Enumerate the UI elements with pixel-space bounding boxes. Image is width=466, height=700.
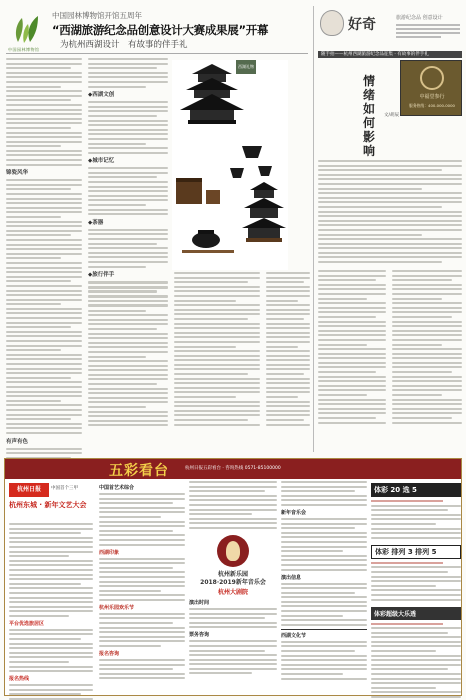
left-section-heading: 有声有色	[6, 438, 29, 445]
bottom-col-1-heading: 报名咨询	[99, 651, 120, 658]
bottom-ad-section	[4, 458, 462, 696]
header-rule	[6, 53, 308, 54]
bottom-left-subheading: 平台优选旅居区	[9, 620, 45, 627]
feature-badge	[236, 60, 256, 74]
ad-seal-icon	[420, 66, 444, 90]
concert-title: 杭州新乐园 2018·2019新年音乐会	[200, 570, 266, 586]
column-tag: 旅游纪念品 创意设计	[396, 15, 443, 21]
bottom-col-3-heading: 新年音乐会	[281, 509, 307, 516]
title-char: 影	[362, 130, 375, 144]
middle-section-heading: ◆城市记忆	[88, 158, 115, 165]
column-intro	[396, 24, 460, 40]
middle-section-heading: ◆旅行伴手	[88, 272, 115, 279]
bottom-col-1	[99, 481, 185, 693]
bottom-left-subheading: 报名热线	[9, 676, 30, 683]
subheadline: 为杭州西湖设计 有故事的伴手礼	[60, 40, 188, 50]
right-article-body-left	[318, 270, 386, 450]
column-portrait-icon	[320, 10, 344, 36]
bottom-left-logo: 杭州日报	[9, 483, 49, 497]
title-char: 响	[362, 144, 375, 158]
headline-kicker: 中国园林博物馆开馆五周年	[52, 11, 142, 20]
bottom-col-3-heading: 西湖文化节	[281, 629, 367, 639]
bottom-col-1-heading: 中国首艺术综合	[99, 485, 135, 491]
title-char: 绪	[362, 88, 375, 102]
bottom-col-1-heading: 西湖印象	[99, 549, 120, 556]
bottom-left-tag: 中国首个三甲	[51, 486, 78, 491]
bottom-left-title: 杭州东城 · 新年文艺大会	[9, 501, 87, 509]
bottom-col-2-heading: 演出时间	[189, 599, 210, 606]
lower-middle-column-a	[88, 282, 168, 448]
left-text-column	[6, 58, 82, 448]
middle-section-heading: ◆茶器	[88, 219, 104, 226]
lottery-pl3-pl5-heading: 体彩 排列 3 排列 5	[371, 545, 461, 559]
bottom-col-3	[281, 481, 367, 693]
bottom-col-4	[371, 481, 461, 693]
ginseng-ad	[400, 60, 462, 116]
bottom-ad-brand: 五彩看台	[109, 463, 169, 479]
feature-photo	[172, 60, 288, 270]
lower-middle-column-c	[266, 272, 310, 448]
museum-logo-caption: 中国园林博物馆	[8, 47, 40, 52]
bottom-col-1-heading: 杭州乐园欢乐节	[99, 604, 135, 611]
museum-logo	[8, 12, 46, 46]
right-article-body-right	[392, 270, 462, 450]
lower-middle-column-b	[174, 272, 260, 448]
column-name: 好奇	[348, 17, 376, 33]
middle-section-heading: ◆西湖文创	[88, 92, 115, 99]
bottom-left-body	[9, 523, 93, 700]
main-headline: “西湖旅游纪念品创意设计大赛成果展”开幕	[52, 23, 269, 37]
bottom-left-ad	[7, 481, 95, 693]
right-article-body-top	[318, 160, 462, 270]
concert-venue: 杭州大剧院	[217, 588, 248, 596]
ad-phone: 服务热线：400-000-0000	[409, 103, 455, 108]
middle-text-column	[88, 58, 168, 278]
left-section-heading: 锦瓷风华	[6, 170, 29, 177]
concert-logo-icon	[217, 535, 249, 567]
right-article-byline: 文/胡辰	[384, 113, 400, 118]
bottom-col-3-heading: 演出信息	[281, 574, 302, 581]
title-char: 如	[362, 102, 375, 116]
bottom-col-2	[189, 481, 277, 693]
column-masthead	[318, 6, 462, 50]
lottery-20x5-heading: 体彩 20 选 5	[371, 483, 461, 497]
ad-brand: 中福堂参行	[419, 94, 445, 100]
feature-badge-text: 西湖礼物	[238, 64, 254, 69]
bottom-col-2-heading: 票务咨询	[189, 632, 210, 639]
title-char: 情	[362, 74, 375, 88]
bottom-ad-bar-info: 杭州日报五彩看台 · 咨询热线 0571-85100000	[185, 466, 281, 471]
title-char: 何	[362, 116, 375, 130]
right-banner: 随手拍——杭州西湖旅游纪念品征集 · 有故事的伴手礼	[318, 51, 462, 58]
bottom-ad-bar	[5, 459, 461, 479]
column-divider	[313, 6, 314, 452]
lottery-dlt-heading: 体彩超级大乐透	[371, 607, 461, 620]
right-article-title	[356, 74, 382, 170]
